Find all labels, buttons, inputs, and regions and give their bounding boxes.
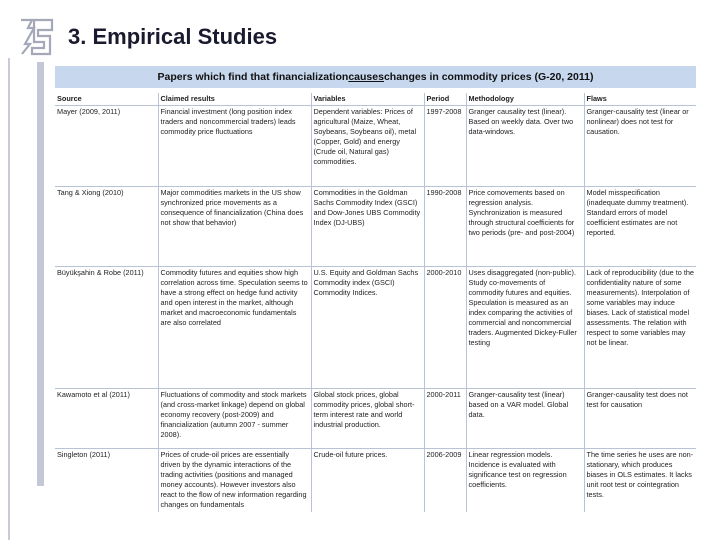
table-row	[55, 449, 696, 513]
col-header-source: Source	[55, 93, 158, 106]
cell-results: Commodity futures and equities show high correlation across time. Speculation seems to have a strong effect on hedge fund activity and open interest in the market, although market and macroeconomic fundamentals are also correlated	[158, 267, 311, 389]
cell-variables: Global stock prices, global commodity prices, global short-term interest rate and world industrial production.	[311, 389, 424, 449]
left-accent-bar	[37, 62, 44, 486]
left-rule	[8, 58, 10, 540]
cell-methodology: Uses disaggregated (non-public). Study co-movements of commodity futures and equities. Speculation is measured as an index comparing the activities of commercial and noncommercial traders. Augmented Dickey-Fuller testing	[466, 267, 584, 389]
cell-source: Mayer (2009, 2011)	[55, 106, 158, 187]
institution-logo-icon	[18, 16, 56, 56]
col-header-variables: Variables	[311, 93, 424, 106]
caption-text-emph: causes	[348, 71, 384, 83]
cell-source: Kawamoto et al (2011)	[55, 389, 158, 449]
cell-flaws: The time series he uses are non-stationary, which produces biases in OLS estimates. It lacks unit root test or cointegration tests.	[586, 450, 694, 499]
col-header-methodology: Methodology	[466, 93, 584, 106]
cell-period: 2000-2010	[424, 267, 466, 389]
table-row	[55, 389, 696, 449]
cell-period: 1997-2008	[424, 106, 466, 187]
table-caption	[55, 66, 696, 88]
cell-period: 1990-2008	[424, 187, 466, 267]
cell-methodology: Granger-causality test (linear) based on a VAR model. Global data.	[466, 389, 584, 449]
cell-source: Büyükşahin & Robe (2011)	[55, 267, 158, 389]
cell-variables: Crude-oil future prices.	[311, 449, 424, 513]
cell-variables: Dependent variables: Prices of agricultural (Maize, Wheat, Soybeans, Soybeans oil), metal (Copper, Gold) and energy (Crude oil, Natural gas) commodities.	[311, 106, 424, 187]
caption-text-pre: Papers which find that financialization	[157, 71, 349, 83]
cell-methodology: Granger causality test (linear). Based on weekly data. Over two data-windows.	[466, 106, 584, 187]
col-header-claimed-results: Claimed results	[158, 93, 311, 106]
col-header-flaws: Flaws	[584, 93, 696, 106]
cell-period: 2000-2011	[424, 389, 466, 449]
cell-flaws: Model misspecification (inadequate dummy treatment). Standard errors of model coefficient estimates are not reported.	[586, 188, 689, 237]
slide-title: 3. Empirical Studies	[68, 24, 278, 49]
papers-table	[55, 93, 696, 512]
table-row	[55, 187, 696, 267]
cell-results: Prices of crude-oil prices are essentially driven by the dynamic interactions of the trading activities (positions and managed money accounts). However investors also react to the flow of new information regarding changes on fundamentals	[158, 449, 311, 513]
cell-flaws: Lack of reproducibility (due to the confidentiality nature of some measurements). Interpolation of some variables may induce biases. Lack of statistical model assessments. The relation with respect to some variables may not be linear.	[586, 268, 694, 347]
cell-flaws: Granger-causality test does not test for causation	[586, 390, 688, 409]
cell-results: Fluctuations of commodity and stock markets (and cross-market linkage) depend on global economy recovery (post-2009) and financialization (autumn 2007 - summer 2008).	[158, 389, 311, 449]
table-row	[55, 267, 696, 389]
cell-source: Singleton (2011)	[55, 449, 158, 513]
table-row	[55, 106, 696, 187]
table-header-row	[55, 93, 696, 106]
caption-text-post: changes in commodity prices (G-20, 2011)	[383, 71, 594, 83]
cell-methodology: Price comovements based on regression analysis. Synchronization is measured through structural coefficients for two periods (pre- and post-2004)	[466, 187, 584, 267]
cell-results: Financial investment (long position index traders and noncommercial traders) leads commodity price fluctuations	[158, 106, 311, 187]
papers-table-panel	[55, 66, 696, 512]
col-header-period: Period	[424, 93, 466, 106]
cell-source: Tang & Xiong (2010)	[55, 187, 158, 267]
cell-variables: Commodities in the Goldman Sachs Commodity Index (GSCI) and Dow-Jones UBS Commodity Index (DJ-UBS)	[311, 187, 424, 267]
cell-variables: U.S. Equity and Goldman Sachs Commodity index (GSCI) Commodity Indices.	[311, 267, 424, 389]
cell-methodology: Linear regression models. Incidence is evaluated with significance test on regression coefficients.	[466, 449, 584, 513]
cell-flaws: Granger-causality test (linear or nonlinear) does not test for causation.	[586, 107, 689, 136]
cell-results: Major commodities markets in the US show synchronized price movements as a consequence of financialization (China does not show that behavior)	[158, 187, 311, 267]
cell-period: 2006-2009	[424, 449, 466, 513]
